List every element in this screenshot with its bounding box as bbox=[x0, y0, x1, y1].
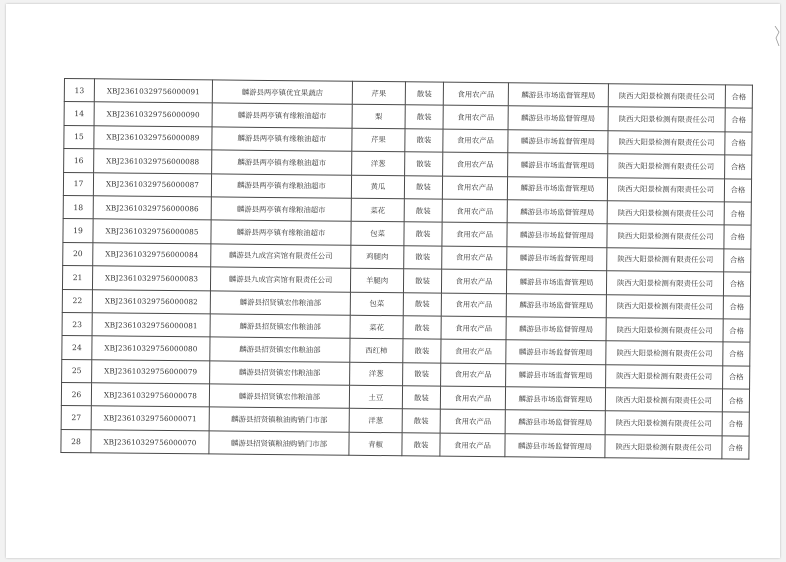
test-result: 合格 bbox=[722, 389, 749, 413]
food-category: 食用农产品 bbox=[441, 316, 506, 340]
sample-name: 洋葱 bbox=[349, 409, 402, 433]
sample-code: XBJ23610329756000086 bbox=[93, 196, 211, 221]
row-number: 17 bbox=[63, 172, 93, 196]
testing-lab: 陕西大阳景检测有限责任公司 bbox=[606, 364, 723, 389]
row-number: 21 bbox=[62, 266, 92, 290]
food-category: 食用农产品 bbox=[441, 293, 506, 317]
packaging-type: 散装 bbox=[404, 222, 442, 246]
packaging-type: 散装 bbox=[402, 433, 440, 457]
testing-lab: 陕西大阳景检测有限责任公司 bbox=[606, 318, 723, 343]
sampled-unit: 麟游县招贤镇宏伟粮油部 bbox=[210, 337, 350, 362]
food-category: 食用农产品 bbox=[440, 410, 505, 434]
row-number: 15 bbox=[64, 125, 94, 149]
packaging-type: 散装 bbox=[405, 105, 443, 129]
sample-code: XBJ23610329756000090 bbox=[94, 102, 212, 127]
sampled-unit: 麟游县两亭镇优宜果蔬店 bbox=[212, 80, 352, 105]
testing-lab: 陕西大阳景检测有限责任公司 bbox=[608, 107, 725, 132]
packaging-type: 散装 bbox=[403, 269, 441, 293]
test-result: 合格 bbox=[723, 272, 750, 296]
food-category: 食用农产品 bbox=[441, 269, 506, 293]
food-category: 食用农产品 bbox=[443, 106, 508, 130]
sample-code: XBJ23610329756000082 bbox=[92, 289, 210, 314]
sampled-unit: 麟游县两亭镇有缘粮油超市 bbox=[211, 197, 351, 222]
packaging-type: 散装 bbox=[402, 386, 440, 410]
testing-lab: 陕西大阳景检测有限责任公司 bbox=[608, 131, 725, 156]
inspection-agency: 麟游县市场监督管理局 bbox=[505, 387, 605, 411]
test-result: 合格 bbox=[722, 412, 749, 436]
row-number: 23 bbox=[62, 312, 92, 336]
sample-code: XBJ23610329756000087 bbox=[93, 172, 211, 197]
sample-code: XBJ23610329756000084 bbox=[93, 243, 211, 268]
row-number: 28 bbox=[61, 429, 91, 453]
row-number: 27 bbox=[61, 406, 91, 430]
food-category: 食用农产品 bbox=[442, 222, 507, 246]
sample-code: XBJ23610329756000080 bbox=[92, 336, 210, 361]
testing-lab: 陕西大阳景检测有限责任公司 bbox=[607, 224, 724, 249]
inspection-agency: 麟游县市场监督管理局 bbox=[506, 340, 606, 364]
sample-code: XBJ23610329756000078 bbox=[91, 383, 209, 408]
row-number: 16 bbox=[64, 149, 94, 173]
inspection-agency: 麟游县市场监督管理局 bbox=[508, 130, 608, 154]
sample-name: 青椒 bbox=[349, 432, 402, 456]
sample-name: 包菜 bbox=[350, 292, 403, 316]
test-result: 合格 bbox=[723, 366, 750, 390]
packaging-type: 散装 bbox=[405, 82, 443, 106]
food-category: 食用农产品 bbox=[442, 246, 507, 270]
sampled-unit: 麟游县招贤镇宏伟粮油部 bbox=[210, 314, 350, 339]
test-result: 合格 bbox=[724, 202, 751, 226]
row-number: 20 bbox=[63, 242, 93, 266]
sampled-unit: 麟游县两亭镇有缘粮油超市 bbox=[212, 103, 352, 128]
test-result: 合格 bbox=[724, 178, 751, 202]
inspection-agency: 麟游县市场监督管理局 bbox=[508, 83, 608, 107]
row-number: 14 bbox=[64, 102, 94, 126]
testing-lab: 陕西大阳景检测有限责任公司 bbox=[608, 84, 725, 109]
sampled-unit: 麟游县九成宫宾馆有限责任公司 bbox=[210, 267, 350, 292]
sample-code: XBJ23610329756000089 bbox=[94, 126, 212, 151]
sampled-unit: 麟游县招贤镇宏伟粮油部 bbox=[210, 290, 350, 315]
sample-code: XBJ23610329756000083 bbox=[92, 266, 210, 291]
food-category: 食用农产品 bbox=[442, 176, 507, 200]
testing-lab: 陕西大阳景检测有限责任公司 bbox=[608, 154, 725, 179]
sample-name: 羊腿肉 bbox=[350, 268, 403, 292]
food-category: 食用农产品 bbox=[440, 386, 505, 410]
inspection-agency: 麟游县市场监督管理局 bbox=[508, 153, 608, 177]
inspection-agency: 麟游县市场监督管理局 bbox=[508, 106, 608, 130]
inspection-agency: 麟游县市场监督管理局 bbox=[507, 246, 607, 270]
test-result: 合格 bbox=[724, 225, 751, 249]
food-category: 食用农产品 bbox=[442, 199, 507, 223]
inspection-agency: 麟游县市场监督管理局 bbox=[506, 293, 606, 317]
sample-name: 洋葱 bbox=[350, 362, 403, 386]
sampled-unit: 麟游县九成宫宾馆有限责任公司 bbox=[211, 244, 351, 269]
testing-lab: 陕西大阳景检测有限责任公司 bbox=[606, 341, 723, 366]
sample-name: 芹果 bbox=[352, 81, 405, 105]
packaging-type: 散装 bbox=[403, 362, 441, 386]
testing-lab: 陕西大阳景检测有限责任公司 bbox=[607, 177, 724, 202]
scan-edge-mark bbox=[774, 26, 780, 46]
inspection-agency: 麟游县市场监督管理局 bbox=[507, 176, 607, 200]
row-number: 19 bbox=[63, 219, 93, 243]
packaging-type: 散装 bbox=[403, 316, 441, 340]
packaging-type: 散装 bbox=[405, 152, 443, 176]
test-result: 合格 bbox=[723, 295, 750, 319]
row-number: 13 bbox=[64, 79, 94, 103]
testing-lab: 陕西大阳景检测有限责任公司 bbox=[607, 247, 724, 272]
sampled-unit: 麟游县两亭镇有缘粮油超市 bbox=[212, 127, 352, 152]
sampled-unit: 麟游县招贤镇粮油购销门市部 bbox=[209, 431, 349, 456]
sampled-unit: 麟游县两亭镇有缘粮油超市 bbox=[211, 220, 351, 245]
sampled-unit: 麟游县招贤镇宏伟粮油部 bbox=[209, 384, 349, 409]
food-category: 食用农产品 bbox=[443, 129, 508, 153]
row-number: 18 bbox=[63, 195, 93, 219]
sampled-unit: 麟游县招贤镇宏伟粮油部 bbox=[210, 361, 350, 386]
packaging-type: 散装 bbox=[402, 409, 440, 433]
sample-code: XBJ23610329756000081 bbox=[92, 313, 210, 338]
testing-lab: 陕西大阳景检测有限责任公司 bbox=[606, 271, 723, 296]
test-result: 合格 bbox=[725, 108, 752, 132]
sampled-unit: 麟游县两亭镇有缘粮油超市 bbox=[211, 173, 351, 198]
inspection-agency: 麟游县市场监督管理局 bbox=[505, 410, 605, 434]
inspection-agency: 麟游县市场监督管理局 bbox=[506, 317, 606, 341]
testing-lab: 陕西大阳景检测有限责任公司 bbox=[606, 294, 723, 319]
sample-code: XBJ23610329756000088 bbox=[94, 149, 212, 174]
food-category: 食用农产品 bbox=[440, 433, 505, 457]
sample-name: 黄瓜 bbox=[351, 175, 404, 199]
test-result: 合格 bbox=[724, 249, 751, 273]
packaging-type: 散装 bbox=[405, 129, 443, 153]
packaging-type: 散装 bbox=[403, 292, 441, 316]
sample-code: XBJ23610329756000070 bbox=[91, 430, 209, 455]
sample-name: 洋葱 bbox=[352, 151, 405, 175]
sample-name: 土豆 bbox=[349, 385, 402, 409]
food-category: 食用农产品 bbox=[441, 339, 506, 363]
row-number: 26 bbox=[61, 383, 91, 407]
sampled-unit: 麟游县两亭镇有缘粮油超市 bbox=[212, 150, 352, 175]
inspection-agency: 麟游县市场监督管理局 bbox=[507, 200, 607, 224]
testing-lab: 陕西大阳景检测有限责任公司 bbox=[605, 411, 722, 436]
inspection-results-table bbox=[60, 78, 753, 460]
sample-code: XBJ23610329756000085 bbox=[93, 219, 211, 244]
sample-name: 西红柿 bbox=[350, 339, 403, 363]
test-result: 合格 bbox=[723, 342, 750, 366]
row-number: 25 bbox=[62, 359, 92, 383]
sample-name: 鸡腿肉 bbox=[351, 245, 404, 269]
food-category: 食用农产品 bbox=[441, 363, 506, 387]
packaging-type: 散装 bbox=[404, 246, 442, 270]
inspection-agency: 麟游县市场监督管理局 bbox=[507, 223, 607, 247]
test-result: 合格 bbox=[725, 155, 752, 179]
row-number: 22 bbox=[62, 289, 92, 313]
inspection-agency: 麟游县市场监督管理局 bbox=[505, 434, 605, 458]
packaging-type: 散装 bbox=[404, 175, 442, 199]
sampled-unit: 麟游县招贤镇粮油购销门市部 bbox=[209, 407, 349, 432]
sample-name: 菜花 bbox=[351, 198, 404, 222]
testing-lab: 陕西大阳景检测有限责任公司 bbox=[607, 201, 724, 226]
packaging-type: 散装 bbox=[403, 339, 441, 363]
row-number: 24 bbox=[62, 336, 92, 360]
sample-name: 包菜 bbox=[351, 222, 404, 246]
sample-name: 芹果 bbox=[352, 128, 405, 152]
sample-name: 菜花 bbox=[350, 315, 403, 339]
sample-code: XBJ23610329756000091 bbox=[94, 79, 212, 104]
test-result: 合格 bbox=[725, 85, 752, 109]
testing-lab: 陕西大阳景检测有限责任公司 bbox=[605, 388, 722, 413]
inspection-agency: 麟游县市场监督管理局 bbox=[506, 270, 606, 294]
test-result: 合格 bbox=[725, 132, 752, 156]
food-category: 食用农产品 bbox=[443, 82, 508, 106]
table-body bbox=[61, 79, 753, 460]
test-result: 合格 bbox=[722, 436, 749, 460]
inspection-agency: 麟游县市场监督管理局 bbox=[506, 363, 606, 387]
food-category: 食用农产品 bbox=[443, 152, 508, 176]
testing-lab: 陕西大阳景检测有限责任公司 bbox=[605, 435, 722, 460]
sample-name: 梨 bbox=[352, 105, 405, 129]
sample-code: XBJ23610329756000079 bbox=[92, 359, 210, 384]
sample-code: XBJ23610329756000071 bbox=[91, 406, 209, 431]
test-result: 合格 bbox=[723, 319, 750, 343]
packaging-type: 散装 bbox=[404, 199, 442, 223]
